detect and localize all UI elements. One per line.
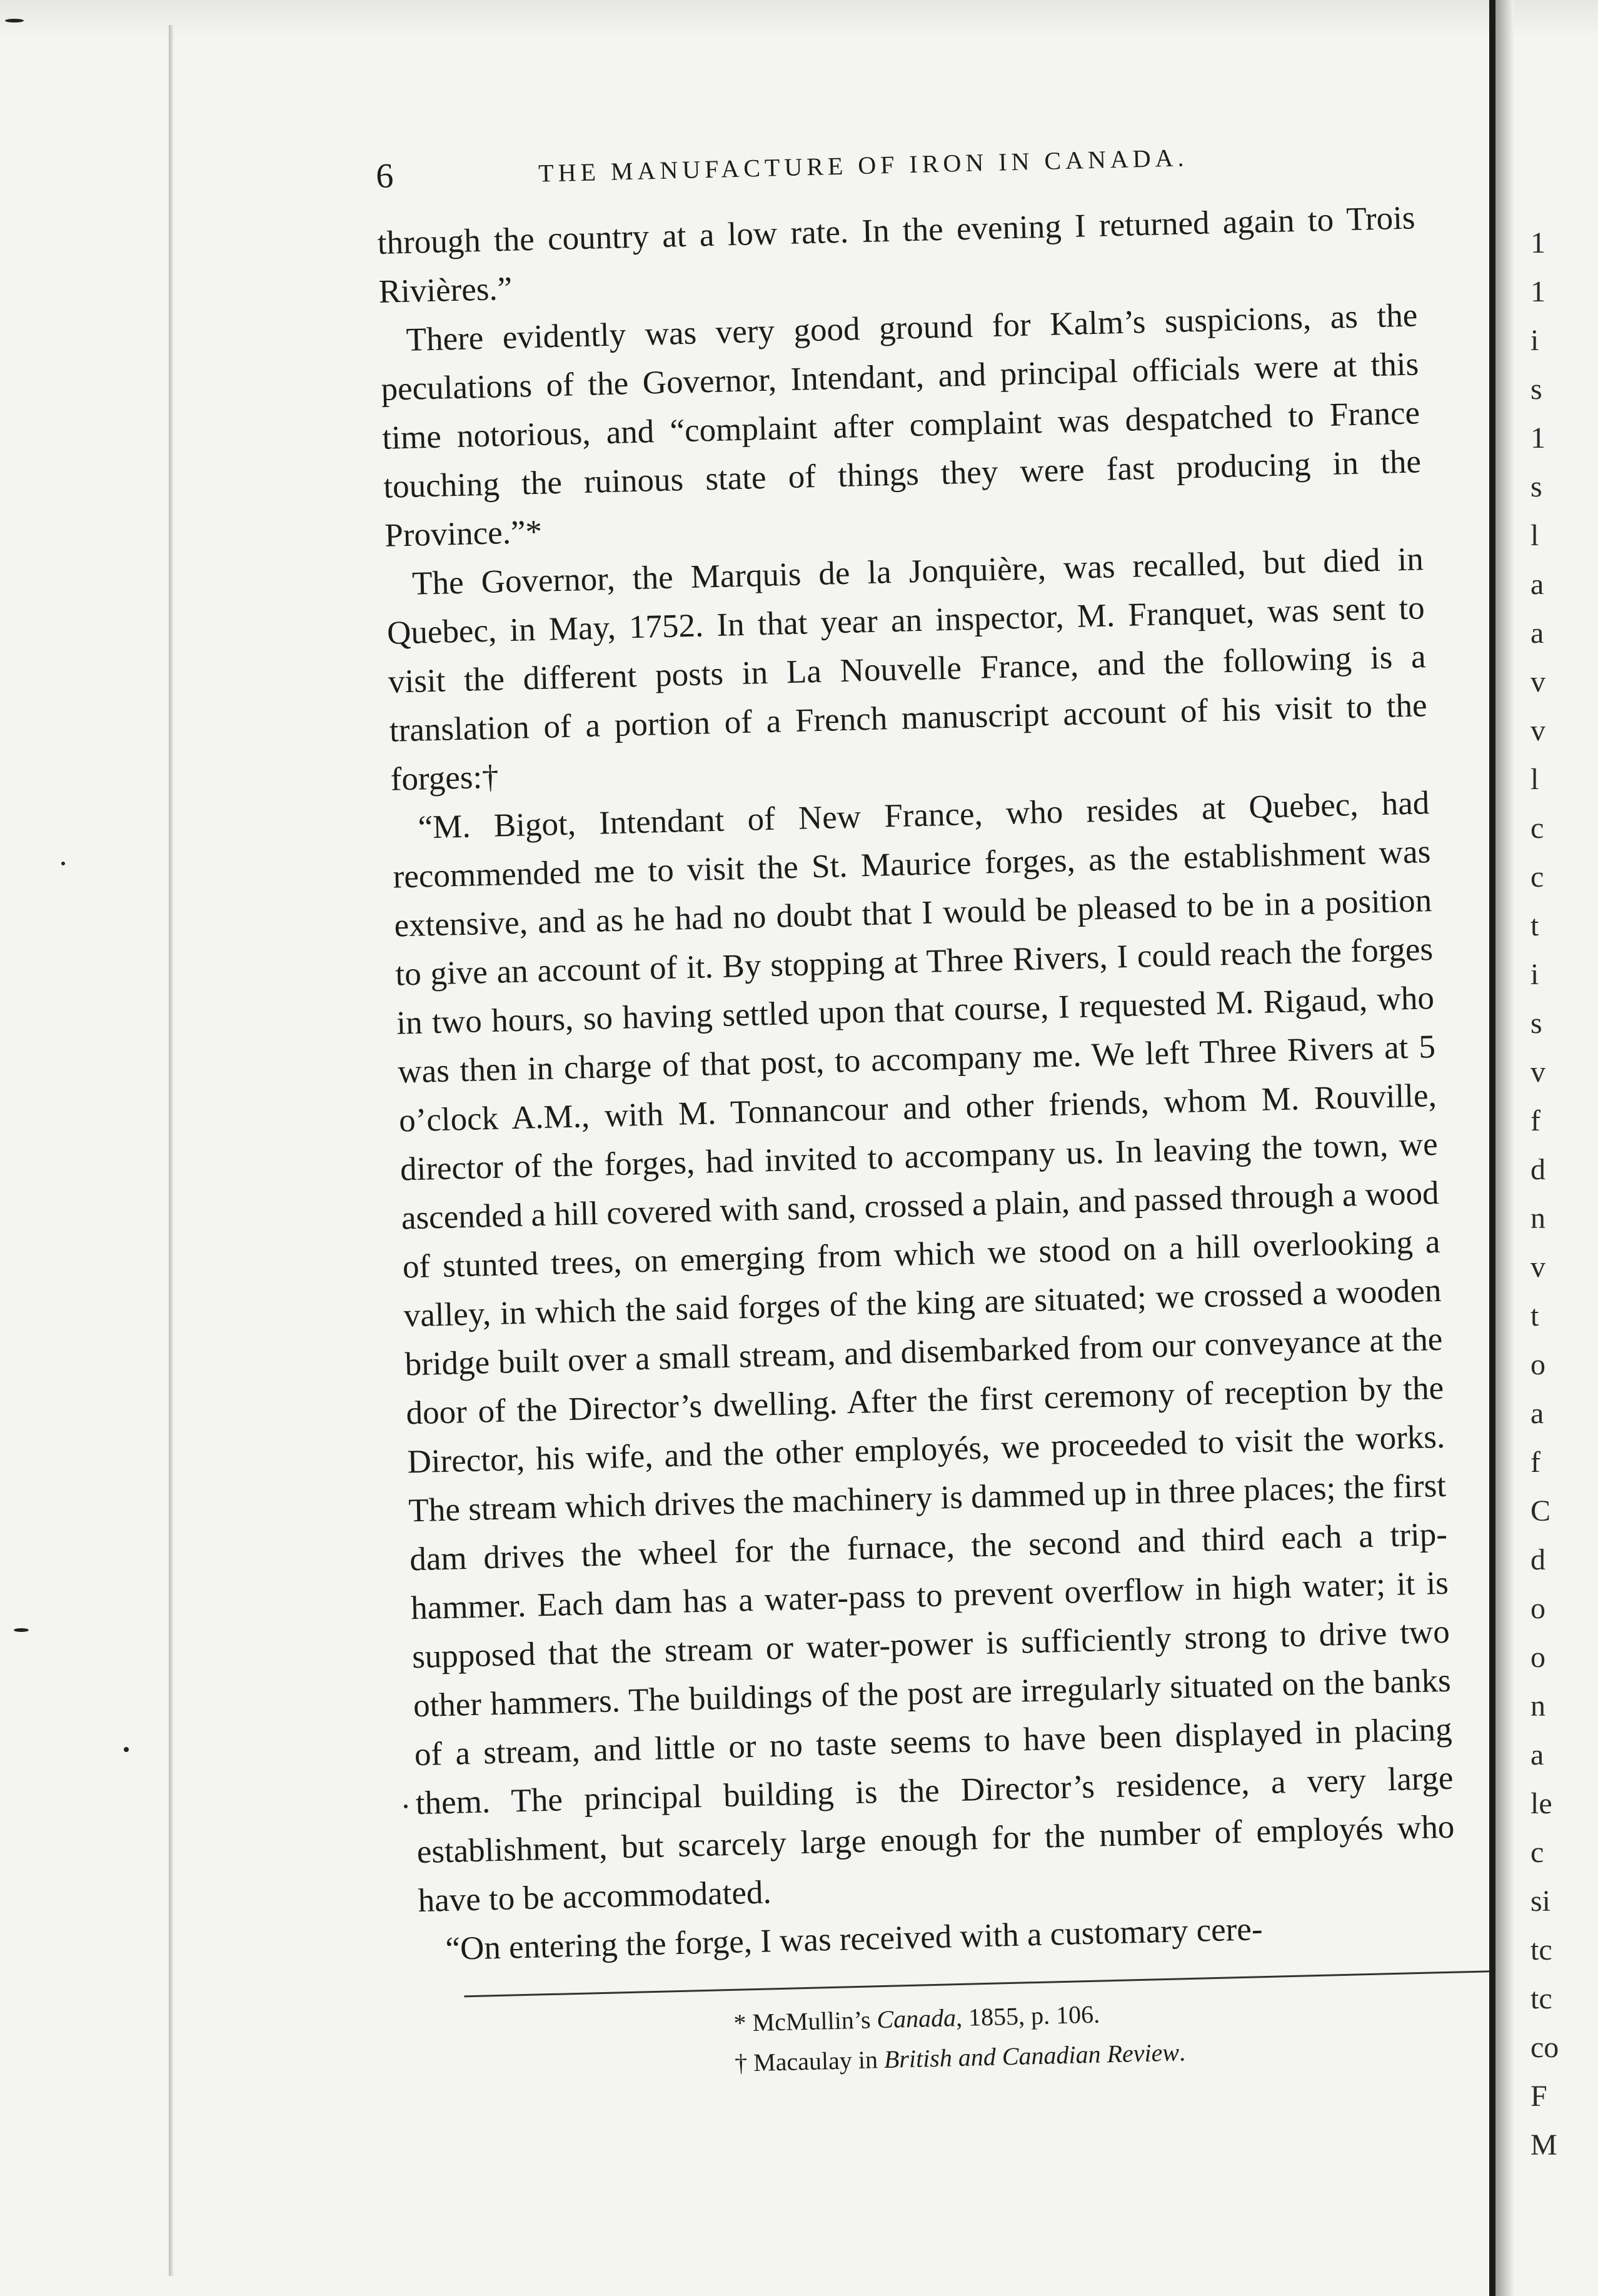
facing-page-fragment: le [1530, 1787, 1552, 1820]
facing-page-fragment: o [1530, 1592, 1545, 1625]
scan-speck [14, 1628, 29, 1632]
footnote-mark: † [734, 2048, 748, 2077]
facing-page-fragment: v [1530, 665, 1545, 698]
scan-speck [5, 19, 24, 23]
facing-page-fragment: i [1530, 324, 1539, 357]
paragraph: “On entering the forge, I was received with a customary cere- [445, 1911, 1264, 1968]
facing-page-fragment: o [1530, 1641, 1545, 1674]
footnote-italic: Canada [876, 2003, 957, 2034]
facing-page-fragment: c [1530, 812, 1544, 845]
scan-edge [0, 0, 1598, 38]
facing-page-fragment: d [1530, 1543, 1545, 1576]
facing-page-fragment: a [1530, 617, 1544, 650]
paragraph: The Governor, the Marquis de la Jonquière, was recalled, but died in Quebec, in May, 1752. In that year an inspector, M. Franquet, was sent to visit the different posts in La Nouvelle France, and the following is a translation of a portion of a French manuscript account of his visit to the forges:† [386, 541, 1428, 798]
paragraph: “M. Bigot, Intendant of New France, who resides at Quebec, had recommended me to visit the St. Maurice forges, as the establishment was extensive, and as he had no doubt that I would be pleased to be in a position to give an account of it. By stopping at Three Rivers, I could reach the forges in two hours, so having settled upon that course, I requested M. Rigaud, who was then in charge of that post, to accompany me. We left Three Rivers at 5 o’clock A.M., with M. Tonnancour and other friends, whom M. Rouville, director of the forges, had invited to accompany us. In leaving the town, we ascended a hill covered with sand, crossed a plain, and passed through a wood of stunted trees, on emerging from which we stood on a hill overlooking a valley, in which the said forges of the king are situated; we crossed a wooden bridge built over a small stream, and disembarked from our conveyance at the door of the Director’s dwelling. After the first ceremony of reception by the Director, his wife, and the other employés, we proceeded to visit the works. The stream which drives the machinery is dammed up in three places; the first dam drives the wheel for the furnace, the second and third each a trip-hammer. Each dam has a water-pass to prevent overflow in high water; it is supposed that the stream or water-power is sufficiently strong to drive two other hammers. The buildings of the post are irregularly situated on the banks of a stream, and little or no taste seems to have been displayed in placing them. The principal building is the Director’s residence, a very large establishment, but scarcely large enough for the number of employés who have to be accommodated. [392, 785, 1455, 1920]
facing-page-fragment: F [1530, 2080, 1547, 2113]
facing-page-fragment: v [1530, 1055, 1545, 1089]
facing-page-fragment: si [1530, 1885, 1551, 1918]
facing-page-fragment: a [1530, 1397, 1544, 1430]
facing-page-fragment: tc [1530, 1933, 1552, 1966]
paragraph: through the country at a low rate. In the evening I returned again to Trois Rivières.” [377, 199, 1416, 310]
footnote-italic: British and Canadian Review [883, 2038, 1180, 2074]
facing-page-fragment: c [1530, 1836, 1544, 1869]
footnote-text: McMullin’s [752, 2005, 871, 2037]
facing-page-fragment: C [1530, 1494, 1551, 1528]
facing-page-fragment: t [1530, 1299, 1539, 1332]
facing-page-fragment: s [1530, 470, 1542, 503]
facing-page-fragment: d [1530, 1153, 1545, 1186]
footnote-rest: . [1178, 2038, 1186, 2067]
facing-page-fragment: n [1530, 1202, 1545, 1235]
facing-page-fragment: t [1530, 909, 1539, 942]
paragraph: There evidently was very good ground for Kalm’s suspicions, as the peculations of the Governor, Intendant, and principal officials were at this time notorious, and “complaint after complaint was despatched to France touching the ruinous state of things they were fast producing in the Province.”* [380, 297, 1422, 554]
facing-page-edge [1525, 0, 1598, 2296]
facing-page-fragment: tc [1530, 1982, 1552, 2015]
footnote-rest: , 1855, p. 106. [955, 2000, 1100, 2032]
body-text [377, 193, 1457, 1974]
running-head-title: THE MANUFACTURE OF IRON IN CANADA. [538, 143, 1188, 188]
facing-page-fragment: s [1530, 1007, 1542, 1040]
scan-speck [124, 1747, 129, 1752]
facing-page-fragment: 1 [1530, 275, 1545, 308]
facing-page-fragment: i [1530, 958, 1539, 991]
facing-page-fragment: n [1530, 1689, 1545, 1723]
facing-page-fragment: a [1530, 1738, 1544, 1771]
facing-page-fragment: s [1530, 373, 1542, 406]
facing-page-fragment: 1 [1530, 421, 1545, 455]
facing-page-fragment: c [1530, 860, 1544, 894]
facing-page-fragment: l [1530, 519, 1539, 552]
footnote-text: Macaulay in [753, 2045, 878, 2077]
facing-page-fragment: v [1530, 714, 1545, 747]
facing-page-fragment: 1 [1530, 226, 1545, 259]
facing-page-fragment: M [1530, 2128, 1557, 2162]
facing-page-fragment: f [1530, 1446, 1540, 1479]
facing-page-fragment: l [1530, 763, 1539, 796]
scan-speck [404, 1805, 408, 1808]
running-head [375, 117, 1477, 206]
footnote-mark: * [733, 2008, 747, 2037]
facing-page-fragment: v [1530, 1251, 1545, 1284]
scan-speck [61, 862, 65, 865]
page-number: 6 [375, 156, 394, 196]
facing-page-fragment: a [1530, 568, 1544, 601]
page-edge-shadow [169, 25, 174, 2276]
facing-page-fragment: f [1530, 1104, 1540, 1137]
facing-page-fragment: o [1530, 1348, 1545, 1381]
book-page [375, 117, 1524, 2144]
facing-page-fragment: co [1530, 2031, 1559, 2064]
